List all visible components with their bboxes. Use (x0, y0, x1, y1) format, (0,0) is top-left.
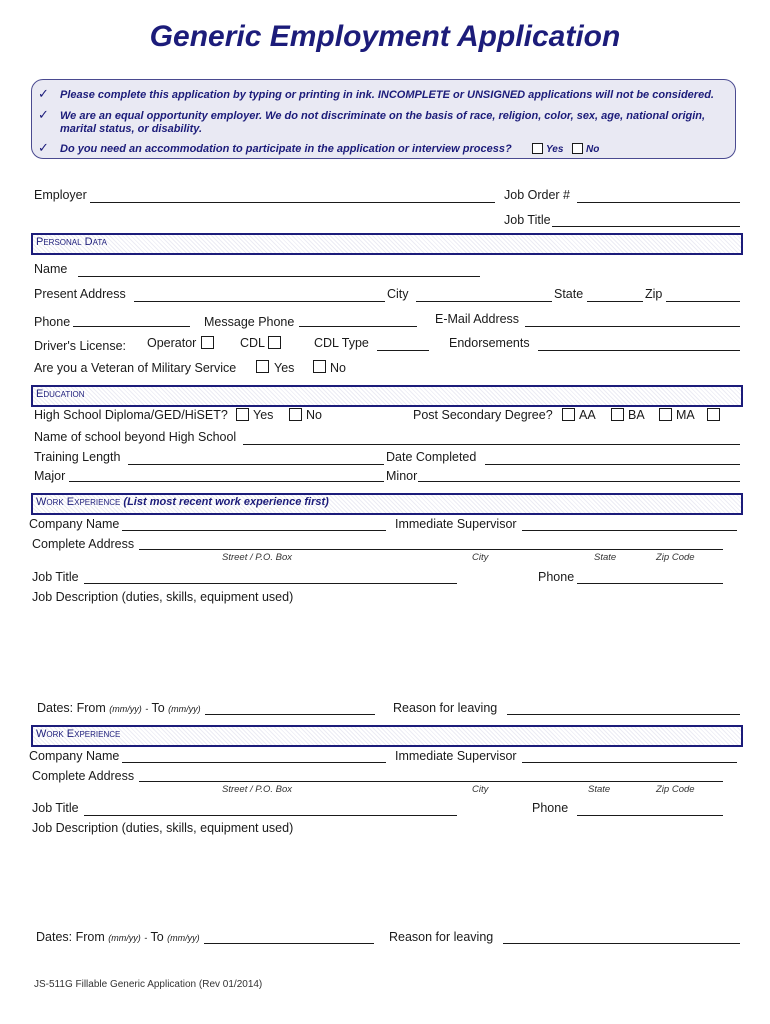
name-field[interactable] (78, 276, 480, 277)
training-length-label: Training Length (34, 450, 121, 464)
section-work-experience-2 (31, 725, 743, 747)
job-description-label: Job Description (duties, skills, equipment used) (32, 590, 294, 604)
message-phone-field[interactable] (299, 326, 417, 327)
complete-address-label: Complete Address (32, 537, 135, 551)
name-label: Name (34, 262, 68, 276)
section-work-experience-1 (31, 493, 743, 515)
accommodation-no-label: No (586, 144, 600, 155)
city-hint: City (472, 784, 489, 795)
ma-label: MA (676, 408, 695, 422)
street-hint: Street / P.O. Box (222, 552, 293, 563)
state-hint: State (588, 784, 611, 795)
email-field[interactable] (525, 326, 740, 327)
supervisor-field[interactable] (522, 530, 737, 531)
reason-leaving-label: Reason for leaving (393, 701, 498, 715)
job-title-label: Job Title (32, 570, 79, 584)
complete-address-field[interactable] (139, 549, 723, 550)
accommodation-yes-label: Yes (546, 144, 564, 155)
cdl-type-field[interactable] (377, 350, 429, 351)
zip-label: Zip (645, 287, 663, 301)
phone-label: Phone (538, 570, 575, 584)
to-text: To (150, 930, 164, 944)
major-label: Major (34, 469, 66, 483)
other-degree-checkbox[interactable] (707, 408, 720, 421)
aa-checkbox[interactable] (562, 408, 575, 421)
page-title: Generic Employment Application (149, 20, 621, 53)
job-title-field[interactable] (84, 583, 457, 584)
veteran-no-checkbox[interactable] (313, 360, 326, 373)
supervisor-field[interactable] (522, 762, 737, 763)
present-address-field[interactable] (134, 301, 385, 302)
hs-diploma-label: High School Diploma/GED/HiSET? (34, 408, 228, 422)
dates-from-text: Dates: From (36, 930, 105, 944)
veteran-yes-checkbox[interactable] (256, 360, 269, 373)
section-title: Work Experience (36, 728, 121, 740)
dates-field[interactable] (205, 714, 375, 715)
mmyy-hint: (mm/yy) (167, 933, 200, 943)
dash-text: - (145, 704, 149, 714)
dates-label (37, 701, 201, 715)
phone-label: Phone (532, 801, 569, 815)
zip-hint: Zip Code (656, 784, 695, 795)
company-name-field[interactable] (122, 530, 386, 531)
phone-field[interactable] (577, 583, 723, 584)
street-hint: Street / P.O. Box (222, 784, 293, 795)
message-phone-label: Message Phone (204, 315, 295, 329)
dates-field[interactable] (204, 943, 374, 944)
section-title: Personal Data (36, 236, 107, 248)
company-name-field[interactable] (122, 762, 386, 763)
veteran-yes-label: Yes (274, 361, 295, 375)
accommodation-yes-checkbox[interactable] (532, 143, 543, 154)
cdl-label: CDL (240, 336, 266, 350)
date-completed-label: Date Completed (386, 450, 477, 464)
job-description-label: Job Description (duties, skills, equipment used) (32, 821, 294, 835)
city-label: City (387, 287, 409, 301)
checkmark-icon: ✓ (38, 86, 49, 101)
endorsements-label: Endorsements (449, 336, 530, 350)
state-field[interactable] (587, 301, 643, 302)
drivers-license-label: Driver's License: (34, 339, 126, 353)
email-label: E-Mail Address (435, 312, 520, 326)
checkmark-icon: ✓ (38, 107, 49, 122)
job-title-label: Job Title (504, 213, 551, 227)
operator-label: Operator (147, 336, 197, 350)
job-order-label: Job Order # (504, 188, 571, 202)
phone-label: Phone (34, 315, 71, 329)
reason-leaving-field[interactable] (507, 714, 740, 715)
employer-field[interactable] (90, 202, 495, 203)
date-completed-field[interactable] (485, 464, 740, 465)
mmyy-hint: (mm/yy) (108, 933, 141, 943)
minor-label: Minor (386, 469, 418, 483)
minor-field[interactable] (418, 481, 740, 482)
reason-leaving-label: Reason for leaving (389, 930, 494, 944)
ma-checkbox[interactable] (659, 408, 672, 421)
major-field[interactable] (69, 481, 384, 482)
mmyy-hint: (mm/yy) (109, 704, 142, 714)
section-title: Education (36, 388, 85, 400)
school-beyond-label: Name of school beyond High School (34, 430, 237, 444)
state-label: State (554, 287, 584, 301)
company-name-label: Company Name (29, 749, 120, 763)
training-length-field[interactable] (128, 464, 384, 465)
school-beyond-field[interactable] (243, 444, 740, 445)
job-order-field[interactable] (577, 202, 740, 203)
hs-yes-checkbox[interactable] (236, 408, 249, 421)
city-hint: City (472, 552, 489, 563)
complete-address-label: Complete Address (32, 769, 135, 783)
ba-checkbox[interactable] (611, 408, 624, 421)
mmyy-hint: (mm/yy) (168, 704, 201, 714)
complete-address-field[interactable] (139, 781, 723, 782)
city-field[interactable] (416, 301, 552, 302)
section-title (36, 496, 329, 508)
phone-field[interactable] (577, 815, 723, 816)
aa-label: AA (579, 408, 596, 422)
notice-line-2b: marital status, or disability. (60, 123, 203, 135)
operator-checkbox[interactable] (201, 336, 214, 349)
state-hint: State (594, 552, 617, 563)
section-title-text: Work Experience (36, 496, 121, 508)
notice-line-2: We are an equal opportunity employer. We do not discriminate on the basis of race, religion, color, sex, age, national origin, (60, 110, 706, 122)
hs-no-label: No (306, 408, 322, 422)
cdl-type-label: CDL Type (314, 336, 369, 350)
notice-line-1: Please complete this application by typing or printing in ink. INCOMPLETE or UNSIGNED applications will not be considered. (60, 89, 714, 101)
endorsements-field[interactable] (538, 350, 740, 351)
supervisor-label: Immediate Supervisor (395, 517, 517, 531)
footer-form-id: JS-511G Fillable Generic Application (Rev 01/2014) (34, 979, 263, 990)
veteran-no-label: No (330, 361, 346, 375)
job-title-field[interactable] (552, 226, 740, 227)
post-secondary-label: Post Secondary Degree? (413, 408, 553, 422)
hs-no-checkbox[interactable] (289, 408, 302, 421)
accommodation-no-checkbox[interactable] (572, 143, 583, 154)
checkmark-icon: ✓ (38, 140, 49, 155)
dates-label (36, 930, 200, 944)
veteran-label: Are you a Veteran of Military Service (34, 361, 237, 375)
dash-text: - (144, 933, 148, 943)
supervisor-label: Immediate Supervisor (395, 749, 517, 763)
to-text: To (151, 701, 165, 715)
company-name-label: Company Name (29, 517, 120, 531)
present-address-label: Present Address (34, 287, 126, 301)
section-note: (List most recent work experience first) (123, 496, 329, 508)
job-title-field[interactable] (84, 815, 457, 816)
reason-leaving-field[interactable] (503, 943, 740, 944)
zip-field[interactable] (666, 301, 740, 302)
job-title-label: Job Title (32, 801, 79, 815)
section-education (31, 385, 743, 407)
dates-from-text: Dates: From (37, 701, 106, 715)
hs-yes-label: Yes (253, 408, 274, 422)
zip-hint: Zip Code (656, 552, 695, 563)
phone-field[interactable] (73, 326, 190, 327)
employer-label: Employer (34, 188, 87, 202)
ba-label: BA (628, 408, 645, 422)
cdl-checkbox[interactable] (268, 336, 281, 349)
notice-line-3: Do you need an accommodation to participate in the application or interview process? (60, 143, 512, 155)
section-personal-data (31, 233, 743, 255)
